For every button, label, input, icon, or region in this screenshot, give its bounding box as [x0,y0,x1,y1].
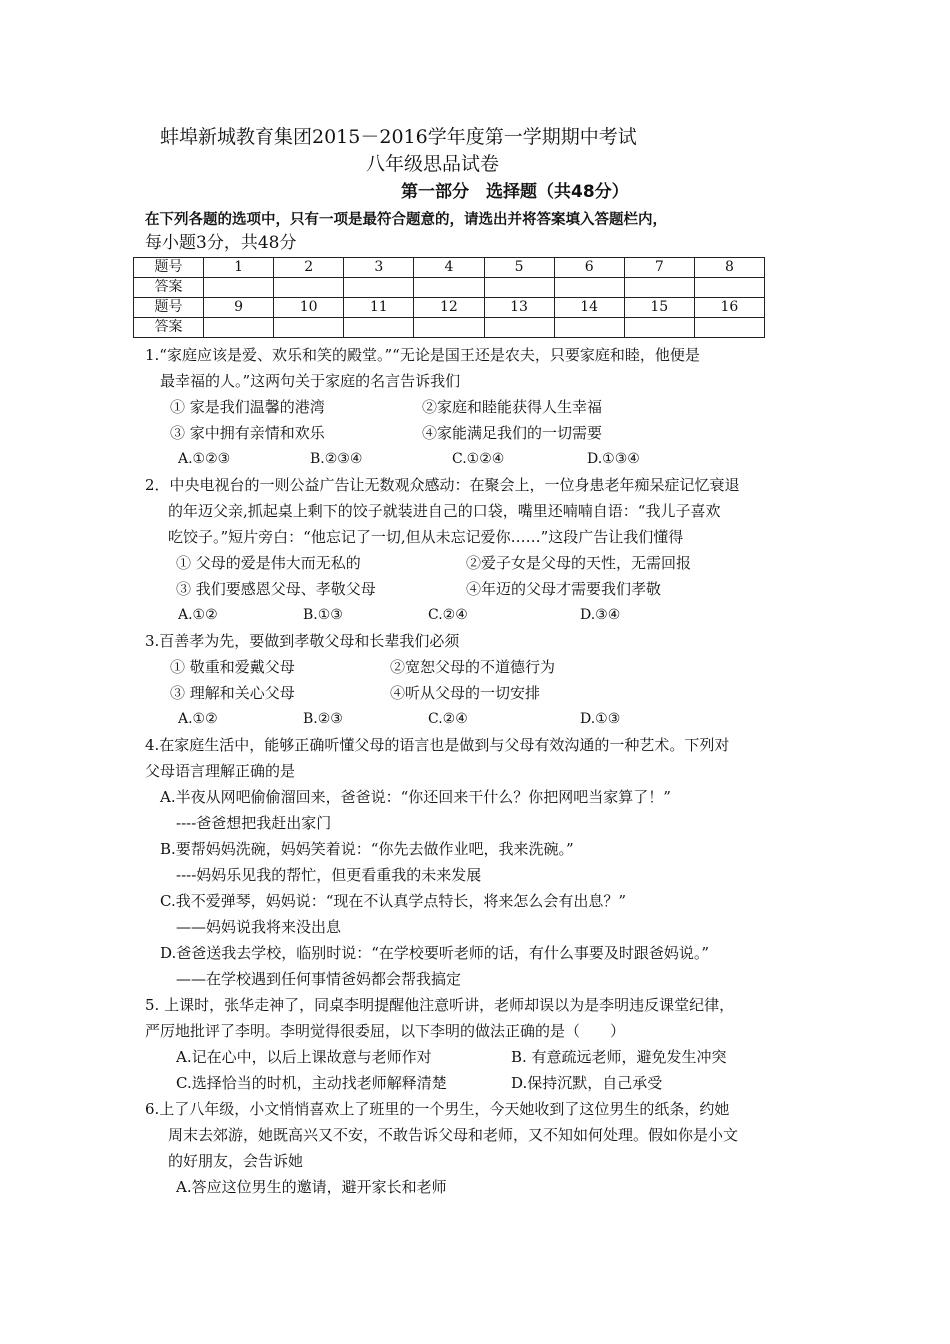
question-5-option-b[interactable]: B. 有意疏远老师，避免发生冲突 [511,1048,727,1066]
question-2-option-d[interactable]: D.③④ [580,607,621,623]
table-cell: 6 [554,258,624,278]
table-cell: 14 [554,298,624,318]
question-2-line: 吃饺子。”短片旁白：“他忘记了一切,但从未忘记爱你……”这段广告让我们懂得 [168,528,684,546]
question-3-option-d[interactable]: D.①③ [580,711,621,727]
question-5-line: 5. 上课时，张华走神了，同桌李明提醒他注意听讲，老师却误以为是李明违反课堂纪律， [145,996,735,1014]
table-cell: 8 [694,258,764,278]
answer-cell[interactable] [274,278,344,298]
answer-cell[interactable] [694,318,764,338]
question-2-statement: ②爱子女是父母的天性，无需回报 [466,554,692,572]
answer-cell[interactable] [274,318,344,338]
question-2-statement: ④年迈的父母才需要我们孝敬 [466,580,662,598]
question-2-statement: ③ 我们要感恩父母、孝敬父母 [176,580,376,598]
question-1-statement: ②家庭和睦能获得人生幸福 [422,398,603,416]
question-3-statement: ① 敬重和爱戴父母 [170,658,295,676]
question-2-statement: ① 父母的爱是伟大而无私的 [176,554,361,572]
question-4-option-c-note: ——妈妈说我将来没出息 [176,918,342,936]
question-4-option-c[interactable]: C.我不爱弹琴，妈妈说：“现在不认真学点特长，将来怎么会有出息？” [160,892,627,910]
table-cell: 13 [484,298,554,318]
question-5-line: 严厉地批评了李明。李明觉得很委屈，以下李明的做法正确的是（ ） [145,1022,626,1040]
table-cell: 3 [344,258,414,278]
question-3-option-a[interactable]: A.①② [178,711,218,727]
question-1-statement: ① 家是我们温馨的港湾 [170,398,325,416]
question-2-line: 的年迈父亲,抓起桌上剩下的饺子就装进自己的口袋，嘴里还喃喃自语：“我儿子喜欢 [168,502,721,520]
table-row [134,278,765,298]
answer-cell[interactable] [694,278,764,298]
question-1-statement: ③ 家中拥有亲情和欢乐 [170,424,325,442]
instruction-score: 每小题3分，共48分 [145,233,297,253]
table-cell: 2 [274,258,344,278]
question-2-option-c[interactable]: C.②④ [428,607,468,623]
table-cell: 答案 [134,318,204,338]
question-4-option-a[interactable]: A.半夜从网吧偷偷溜回来，爸爸说：“你还回来干什么？你把网吧当家算了！” [160,788,671,806]
question-3-statement: ③ 理解和关心父母 [170,684,295,702]
answer-cell[interactable] [344,318,414,338]
answer-cell[interactable] [204,318,274,338]
page-title-line1: 蚌埠新城教育集团2015－2016学年度第一学期期中考试 [160,126,637,148]
table-cell: 题号 [134,298,204,318]
question-1-line: 最幸福的人。”这两句关于家庭的名言告诉我们 [160,372,461,390]
question-4-line: 4.在家庭生活中，能够正确听懂父母的语言也是做到与父母有效沟通的一种艺术。下列对 [145,736,730,754]
table-cell: 16 [694,298,764,318]
question-1-option-a[interactable]: A.①②③ [178,451,231,467]
answer-cell[interactable] [484,278,554,298]
table-cell: 1 [204,258,274,278]
question-4-option-b[interactable]: B.要帮妈妈洗碗，妈妈笑着说：“你先去做作业吧，我来洗碗。” [160,840,574,858]
question-4-option-d-note: ——在学校遇到任何事情爸妈都会帮我搞定 [176,970,462,988]
question-3-statement: ②宽恕父母的不道德行为 [390,658,556,676]
answer-cell[interactable] [484,318,554,338]
table-row [134,318,765,338]
answer-cell[interactable] [204,278,274,298]
question-5-option-c[interactable]: C.选择恰当的时机，主动找老师解释清楚 [176,1074,447,1092]
table-cell: 15 [624,298,694,318]
table-row [134,298,765,318]
question-1-line: 1.“家庭应该是爱、欢乐和笑的殿堂。”“无论是国王还是农夫，只要家庭和睦，他便是 [145,346,700,364]
question-4-option-d[interactable]: D.爸爸送我去学校，临别时说：“在学校要听老师的话，有什么事要及时跟爸妈说。” [160,944,710,962]
table-cell: 7 [624,258,694,278]
answer-cell[interactable] [554,278,624,298]
table-cell: 题号 [134,258,204,278]
question-5-option-d[interactable]: D.保持沉默，自己承受 [511,1074,663,1092]
question-1-option-d[interactable]: D.①③④ [587,451,640,467]
question-4-option-a-note: ----爸爸想把我赶出家门 [176,814,332,832]
question-1-option-c[interactable]: C.①②④ [452,451,505,467]
page-title-line2: 八年级思品试卷 [366,153,500,175]
table-cell: 11 [344,298,414,318]
answer-table [133,257,765,338]
question-3-statement: ④听从父母的一切安排 [390,684,541,702]
question-3-option-b[interactable]: B.②③ [303,711,343,727]
answer-cell[interactable] [624,318,694,338]
question-4-option-b-note: ----妈妈乐见我的帮忙，但更看重我的未来发展 [176,866,482,884]
question-2-option-a[interactable]: A.①② [178,607,218,623]
question-1-statement: ④家能满足我们的一切需要 [422,424,603,442]
table-cell: 4 [414,258,484,278]
question-4-line: 父母语言理解正确的是 [145,762,296,780]
question-6-line: 周末去郊游，她既高兴又不安，不敢告诉父母和老师，又不知如何处理。假如你是小文 [168,1126,739,1144]
question-3-line: 3.百善孝为先，要做到孝敬父母和长辈我们必须 [145,632,460,650]
answer-cell[interactable] [414,318,484,338]
table-row [134,258,765,278]
question-5-option-a[interactable]: A.记在心中，以后上课故意与老师作对 [176,1048,432,1066]
table-cell: 10 [274,298,344,318]
question-6-line: 6.上了八年级，小文悄悄喜欢上了班里的一个男生，今天她收到了这位男生的纸条，约她 [145,1100,730,1118]
question-1-option-b[interactable]: B.②③④ [310,451,363,467]
answer-cell[interactable] [344,278,414,298]
question-2-option-b[interactable]: B.①③ [303,607,343,623]
question-6-option-a[interactable]: A.答应这位男生的邀请，避开家长和老师 [176,1178,447,1196]
table-cell: 5 [484,258,554,278]
question-2-line: 2．中央电视台的一则公益广告让无数观众感动：在聚会上，一位身患老年痴呆症记忆衰退 [145,476,740,494]
table-cell: 12 [414,298,484,318]
answer-cell[interactable] [624,278,694,298]
answer-cell[interactable] [554,318,624,338]
instruction: 在下列各题的选项中，只有一项是最符合题意的，请选出并将答案填入答题栏内， [145,212,667,228]
table-cell: 答案 [134,278,204,298]
section-title: 第一部分 选择题（共48分） [401,182,629,202]
table-cell: 9 [204,298,274,318]
question-6-line: 的好朋友，会告诉她 [168,1152,304,1170]
answer-cell[interactable] [414,278,484,298]
question-3-option-c[interactable]: C.②④ [428,711,468,727]
